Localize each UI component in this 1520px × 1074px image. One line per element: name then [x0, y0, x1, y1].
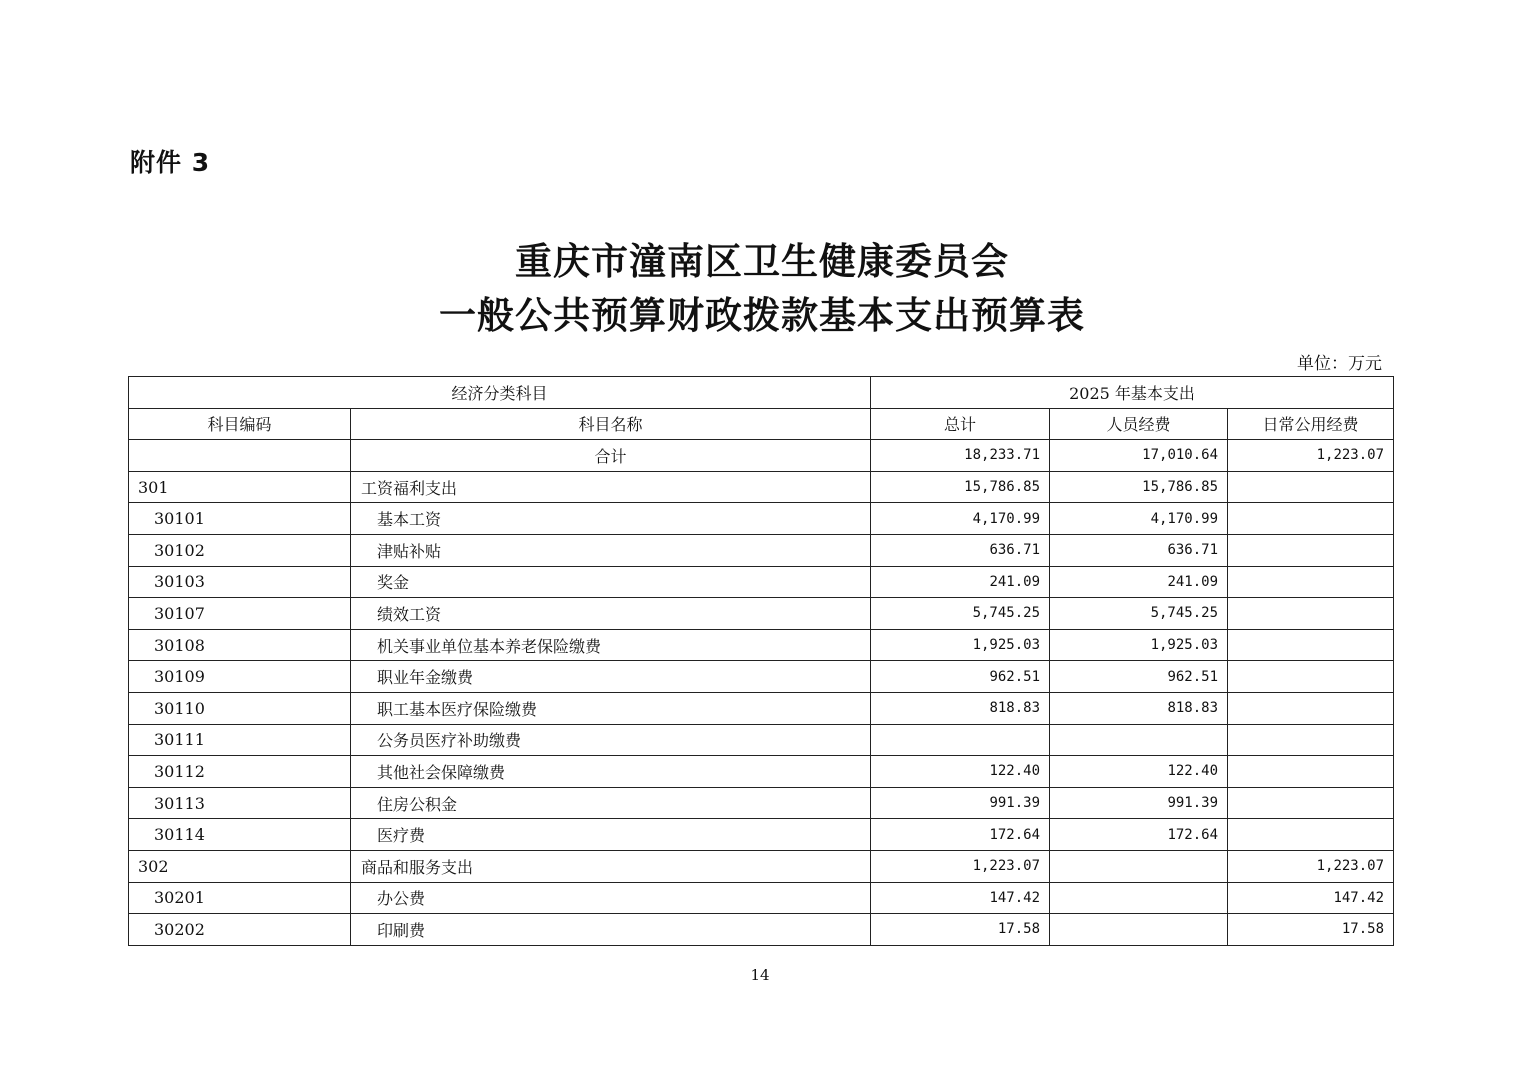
- cell-name: 绩效工资: [351, 598, 871, 630]
- cell-public: [1228, 629, 1394, 661]
- cell-total: 15,786.85: [871, 471, 1050, 503]
- cell-total: 636.71: [871, 534, 1050, 566]
- cell-name: 其他社会保障缴费: [351, 756, 871, 788]
- cell-total: 4,170.99: [871, 503, 1050, 535]
- cell-name: 商品和服务支出: [351, 850, 871, 882]
- cell-code: 30113: [129, 787, 351, 819]
- cell-personnel: 1,925.03: [1050, 629, 1228, 661]
- table-row: [129, 756, 1394, 788]
- cell-total: 962.51: [871, 661, 1050, 693]
- cell-code: 301: [129, 471, 351, 503]
- cell-code: 30114: [129, 819, 351, 851]
- cell-public: [1228, 534, 1394, 566]
- cell-public: [1228, 598, 1394, 630]
- economic-classification-header: 经济分类科目: [129, 377, 871, 409]
- cell-total: 122.40: [871, 756, 1050, 788]
- table-row: [129, 882, 1394, 914]
- table-row: [129, 661, 1394, 693]
- cell-total: 1,925.03: [871, 629, 1050, 661]
- cell-public: [1228, 661, 1394, 693]
- cell-name: 机关事业单位基本养老保险缴费: [351, 629, 871, 661]
- budget-table-body: [129, 377, 1394, 946]
- cell-public: 17.58: [1228, 914, 1394, 946]
- table-row: [129, 598, 1394, 630]
- cell-code: 30107: [129, 598, 351, 630]
- cell-public: 147.42: [1228, 882, 1394, 914]
- basic-expenditure-2025-header: 2025 年基本支出: [871, 377, 1394, 409]
- cell-name: 合计: [351, 440, 871, 472]
- cell-total: 818.83: [871, 692, 1050, 724]
- table-row: [129, 566, 1394, 598]
- column-header-name: 科目名称: [351, 408, 871, 440]
- table-row: [129, 724, 1394, 756]
- cell-personnel: 5,745.25: [1050, 598, 1228, 630]
- cell-personnel: [1050, 850, 1228, 882]
- cell-name: 医疗费: [351, 819, 871, 851]
- cell-public: [1228, 471, 1394, 503]
- cell-total: 172.64: [871, 819, 1050, 851]
- table-row: [129, 629, 1394, 661]
- cell-public: [1228, 787, 1394, 819]
- column-header-public: 日常公用经费: [1228, 408, 1394, 440]
- cell-public: [1228, 503, 1394, 535]
- cell-personnel: 962.51: [1050, 661, 1228, 693]
- cell-code: 30109: [129, 661, 351, 693]
- table-row: [129, 471, 1394, 503]
- cell-name: 工资福利支出: [351, 471, 871, 503]
- cell-personnel: 818.83: [1050, 692, 1228, 724]
- cell-personnel: 636.71: [1050, 534, 1228, 566]
- page-number: 14: [750, 966, 770, 984]
- cell-name: 办公费: [351, 882, 871, 914]
- cell-code: 30201: [129, 882, 351, 914]
- cell-code: 30112: [129, 756, 351, 788]
- cell-personnel: [1050, 882, 1228, 914]
- column-header-row: [129, 408, 1394, 440]
- cell-code: 302: [129, 850, 351, 882]
- column-header-total: 总计: [871, 408, 1050, 440]
- cell-public: [1228, 756, 1394, 788]
- cell-public: [1228, 724, 1394, 756]
- table-row: [129, 787, 1394, 819]
- cell-name: 奖金: [351, 566, 871, 598]
- cell-total: 1,223.07: [871, 850, 1050, 882]
- total-row: [129, 440, 1394, 472]
- cell-personnel: 15,786.85: [1050, 471, 1228, 503]
- cell-code: 30103: [129, 566, 351, 598]
- table-row: [129, 692, 1394, 724]
- cell-personnel: 991.39: [1050, 787, 1228, 819]
- cell-code: 30202: [129, 914, 351, 946]
- cell-name: 津贴补贴: [351, 534, 871, 566]
- group-header-row: [129, 377, 1394, 409]
- cell-public: 1,223.07: [1228, 440, 1394, 472]
- cell-personnel: 241.09: [1050, 566, 1228, 598]
- cell-total: 5,745.25: [871, 598, 1050, 630]
- column-header-personnel: 人员经费: [1050, 408, 1228, 440]
- budget-table: [128, 376, 1394, 946]
- cell-personnel: 17,010.64: [1050, 440, 1228, 472]
- table-row: [129, 503, 1394, 535]
- cell-total: 18,233.71: [871, 440, 1050, 472]
- cell-total: 147.42: [871, 882, 1050, 914]
- cell-personnel: 4,170.99: [1050, 503, 1228, 535]
- cell-code: 30102: [129, 534, 351, 566]
- cell-public: [1228, 692, 1394, 724]
- cell-code: 30110: [129, 692, 351, 724]
- cell-public: [1228, 819, 1394, 851]
- cell-personnel: [1050, 914, 1228, 946]
- cell-name: 印刷费: [351, 914, 871, 946]
- cell-public: 1,223.07: [1228, 850, 1394, 882]
- cell-code: [129, 440, 351, 472]
- cell-total: 241.09: [871, 566, 1050, 598]
- cell-name: 基本工资: [351, 503, 871, 535]
- cell-personnel: 122.40: [1050, 756, 1228, 788]
- cell-name: 职业年金缴费: [351, 661, 871, 693]
- cell-total: [871, 724, 1050, 756]
- column-header-code: 科目编码: [129, 408, 351, 440]
- cell-name: 职工基本医疗保险缴费: [351, 692, 871, 724]
- attachment-label: 附件 3: [130, 148, 211, 177]
- cell-name: 公务员医疗补助缴费: [351, 724, 871, 756]
- unit-label: 单位：万元: [1297, 354, 1382, 374]
- cell-personnel: [1050, 724, 1228, 756]
- document-title-line-1: 重庆市潼南区卫生健康委员会: [515, 239, 1009, 283]
- table-row: [129, 850, 1394, 882]
- cell-personnel: 172.64: [1050, 819, 1228, 851]
- cell-public: [1228, 566, 1394, 598]
- cell-code: 30111: [129, 724, 351, 756]
- table-row: [129, 819, 1394, 851]
- cell-code: 30101: [129, 503, 351, 535]
- table-row: [129, 534, 1394, 566]
- table-row: [129, 914, 1394, 946]
- cell-total: 991.39: [871, 787, 1050, 819]
- cell-code: 30108: [129, 629, 351, 661]
- cell-name: 住房公积金: [351, 787, 871, 819]
- document-title-line-2: 一般公共预算财政拨款基本支出预算表: [439, 293, 1085, 337]
- cell-total: 17.58: [871, 914, 1050, 946]
